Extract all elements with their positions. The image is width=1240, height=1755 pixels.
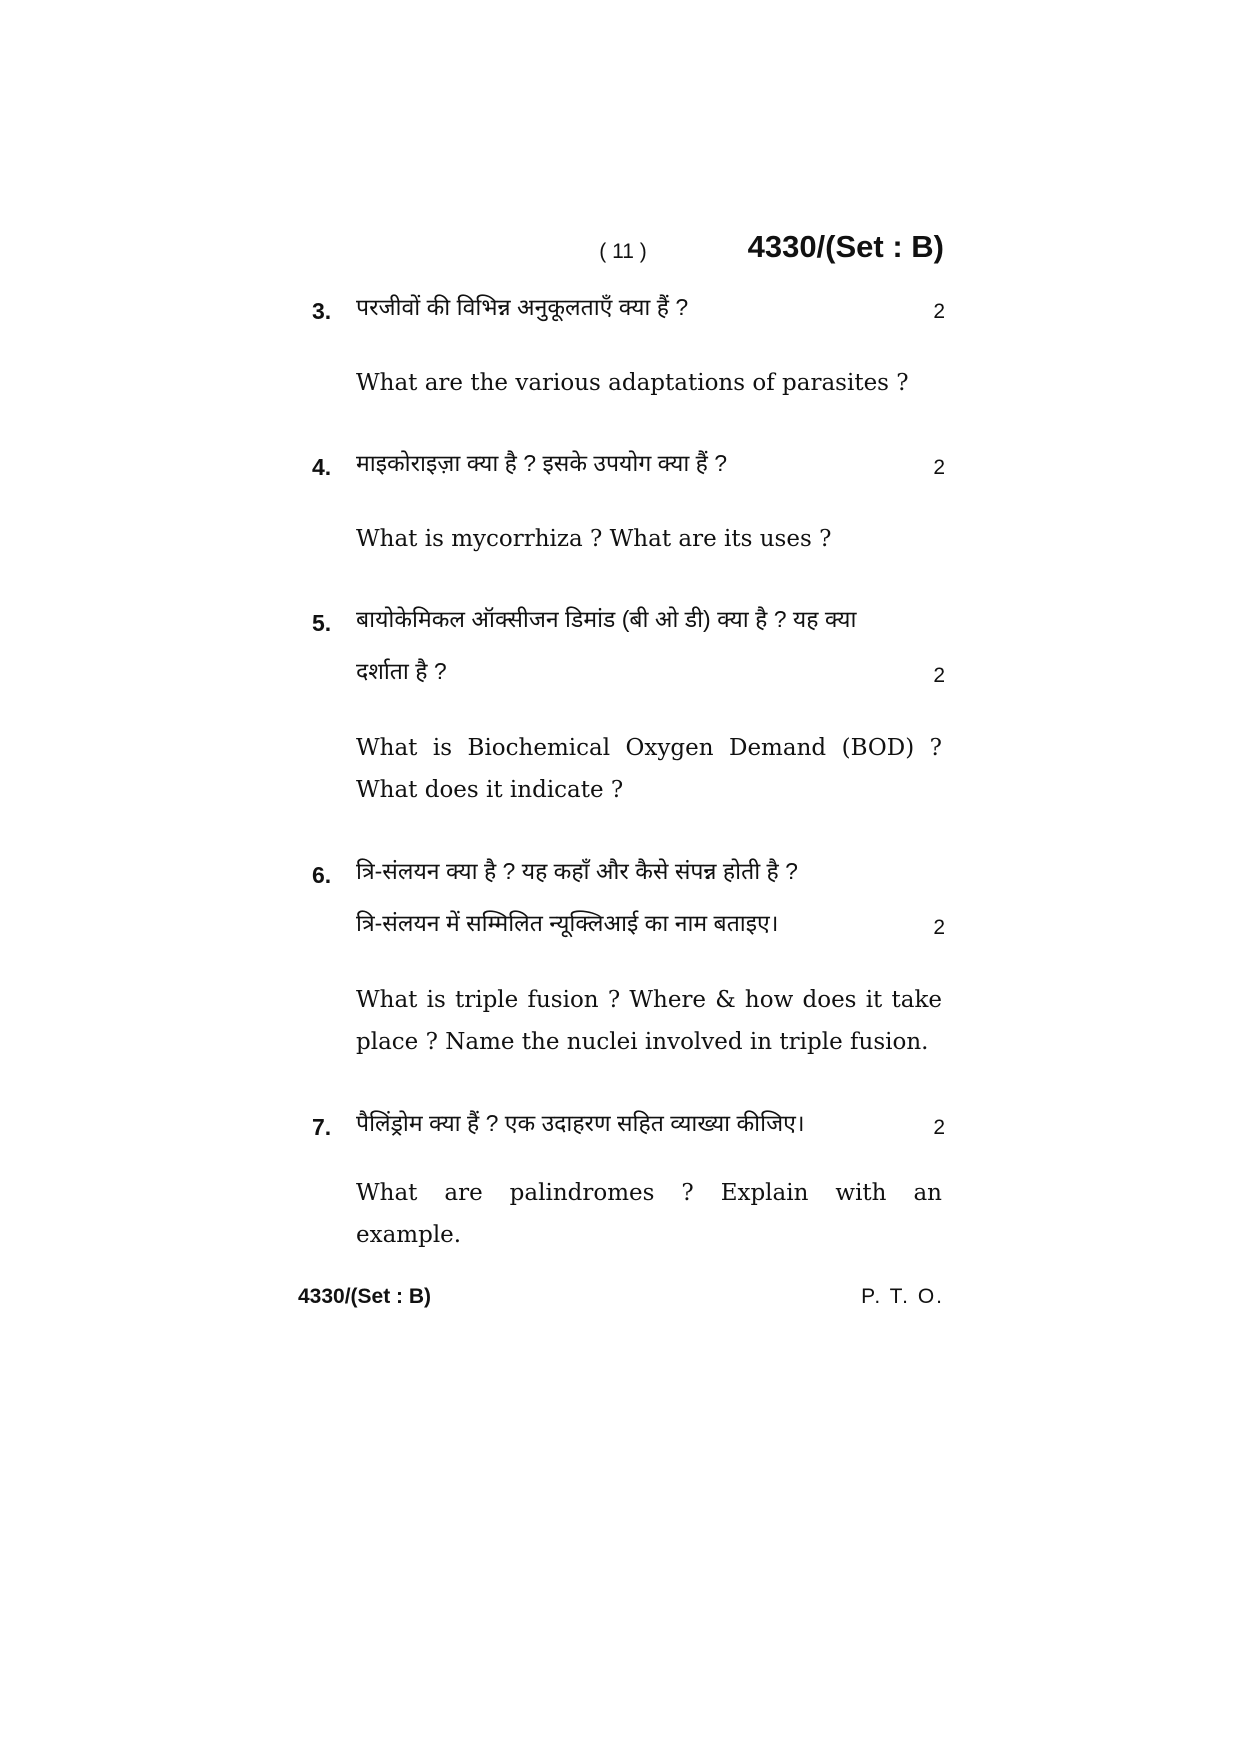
page-number: ( 11 ) (599, 240, 647, 263)
question-hindi-text (356, 606, 942, 632)
hindi-line: परजीवों की विभिन्न अनुकूलताएँ क्या हैं ? (356, 294, 689, 320)
question-number: 7. (312, 1114, 332, 1140)
english-line: example. (356, 1222, 462, 1248)
question-hindi-text (356, 1110, 942, 1136)
question-marks: 2 (933, 1116, 945, 1139)
question-english-text (356, 1172, 942, 1256)
question-hindi-text-continued (356, 910, 942, 936)
english-line: What is triple fusion ? Where & how does it take (356, 987, 942, 1013)
question-hindi-text (356, 858, 942, 884)
question-marks: 2 (933, 456, 945, 479)
question-hindi-text (356, 450, 942, 476)
hindi-line: माइकोराइज़ा क्या है ? इसके उपयोग क्या हैं ? (356, 450, 728, 476)
hindi-line: दर्शाता है ? (356, 658, 447, 684)
question-hindi-text (356, 294, 942, 320)
hindi-line: पैलिंड्रोम क्या हैं ? एक उदाहरण सहित व्याख्या कीजिए। (356, 1110, 805, 1136)
question-marks: 2 (933, 664, 945, 687)
english-line: What are the various adaptations of parasites ? (356, 370, 909, 396)
english-line: place ? Name the nuclei involved in triple fusion. (356, 1029, 929, 1055)
pto-note: P. T. O. (861, 1285, 944, 1308)
question-number: 4. (312, 454, 332, 480)
question-number: 6. (312, 862, 332, 888)
hindi-line: त्रि-संलयन में सम्मिलित न्यूक्लिआई का नाम बताइए। (356, 910, 779, 936)
question-english-text (356, 979, 942, 1063)
question-marks: 2 (933, 916, 945, 939)
hindi-line: बायोकेमिकल ऑक्सीजन डिमांड (बी ओ डी) क्या है ? यह क्या (356, 606, 857, 632)
english-line: What are palindromes ? Explain with an (356, 1180, 942, 1206)
question-number: 5. (312, 610, 332, 636)
hindi-line: त्रि-संलयन क्या है ? यह कहाँ और कैसे संपन्न होती है ? (356, 858, 798, 884)
header-paper-code: 4330/(Set : B) (747, 229, 944, 264)
footer-paper-code: 4330/(Set : B) (298, 1285, 432, 1308)
english-line: What is mycorrhiza ? What are its uses ? (356, 526, 832, 552)
question-english-text (356, 727, 942, 811)
question-number: 3. (312, 298, 332, 324)
question-hindi-text-continued (356, 658, 942, 684)
question-english-text (356, 518, 942, 560)
english-line: What does it indicate ? (356, 777, 624, 803)
question-marks: 2 (933, 300, 945, 323)
english-line: What is Biochemical Oxygen Demand (BOD) ? (356, 735, 942, 761)
question-english-text (356, 362, 942, 404)
